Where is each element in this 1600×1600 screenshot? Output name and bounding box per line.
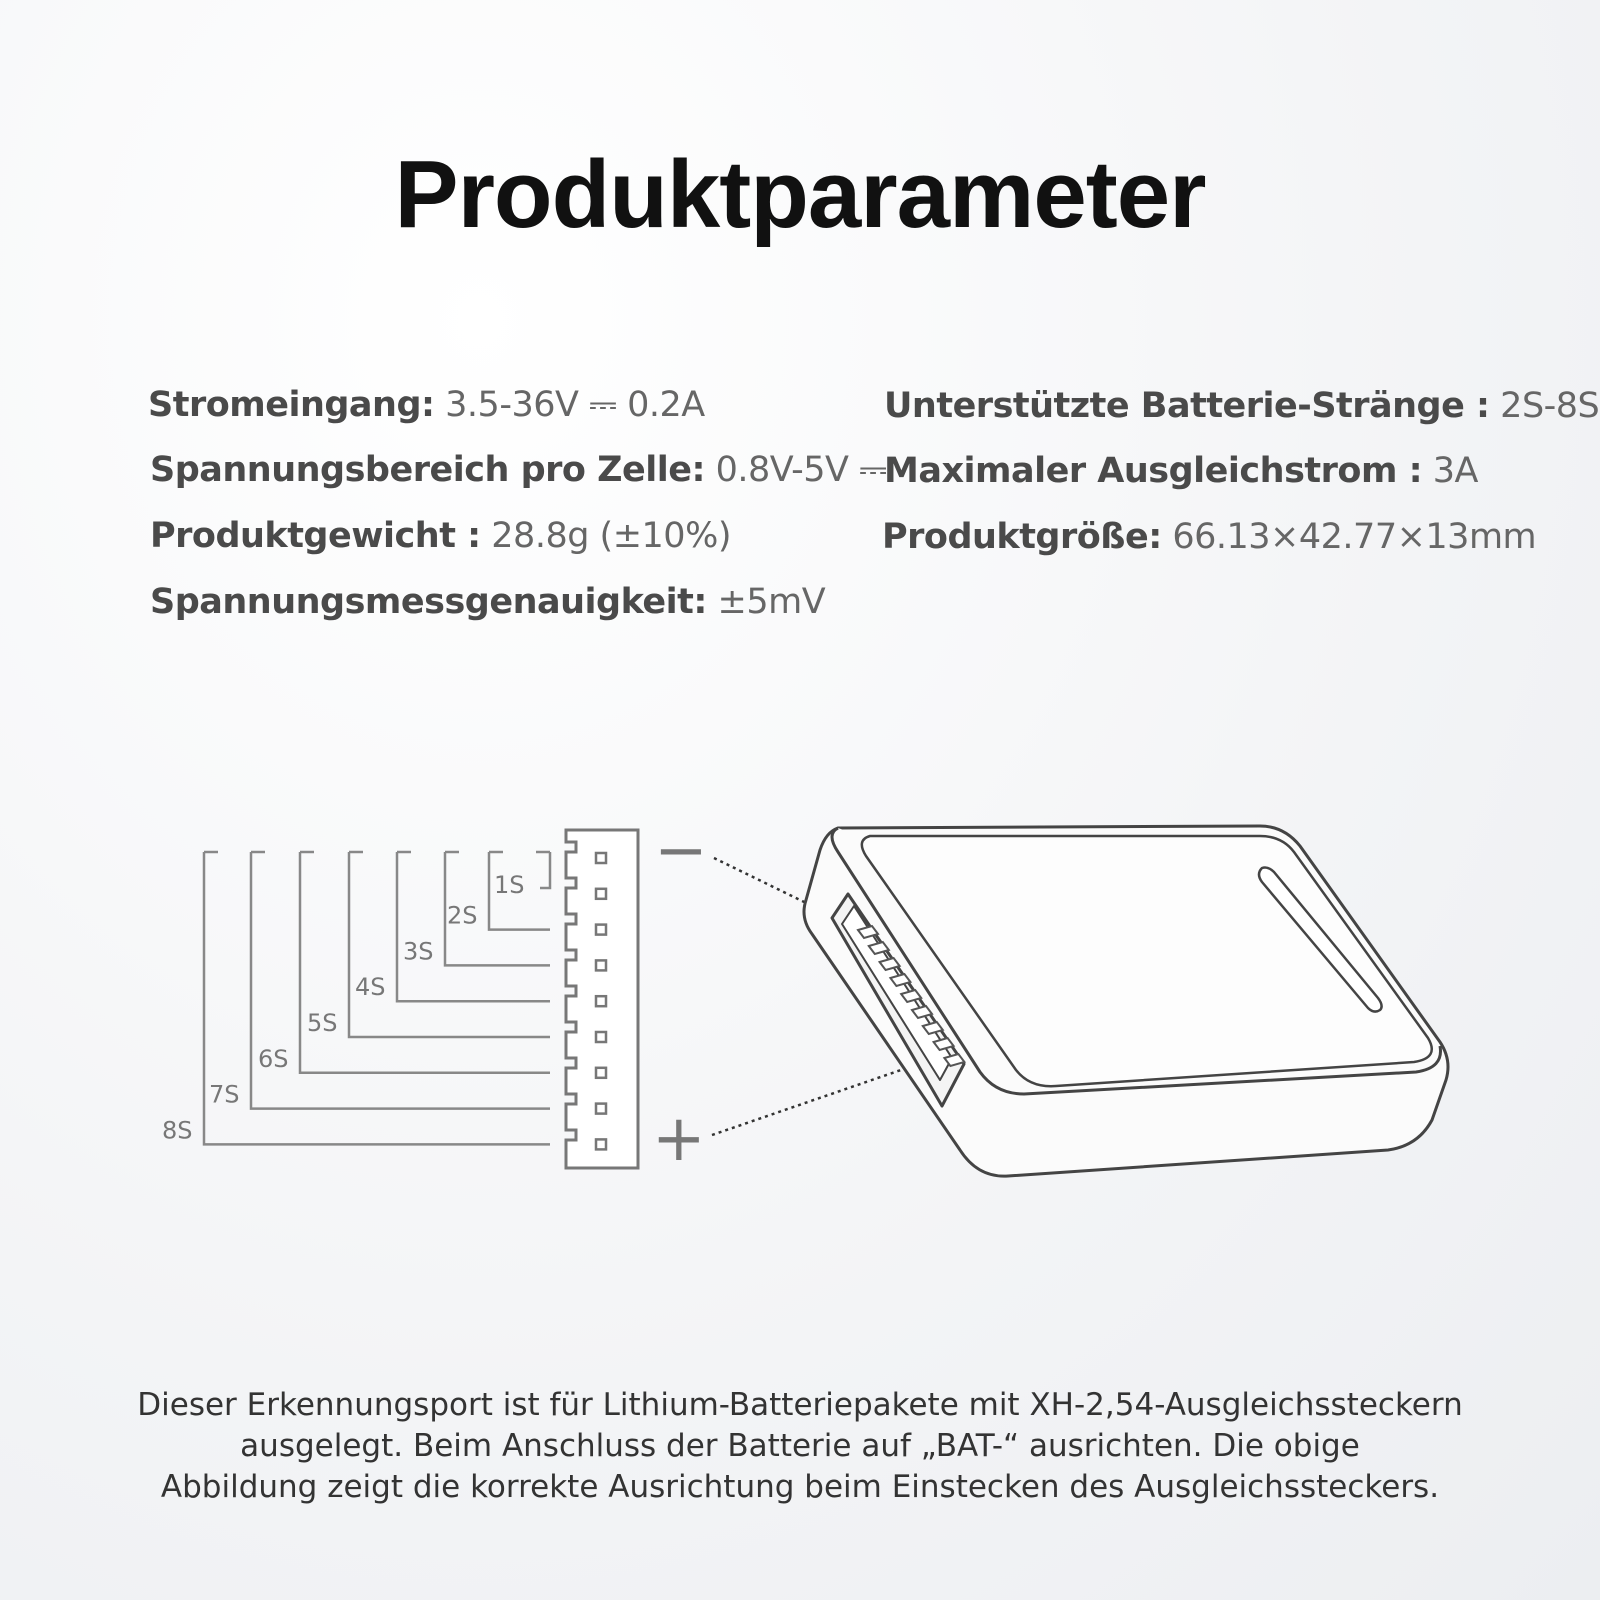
spec-value: 0.8V-5V ⎓ <box>715 450 887 490</box>
connector-pin <box>596 1032 606 1042</box>
string-label: 4S <box>355 973 386 1002</box>
spec-key: Produktgewicht : <box>150 516 481 556</box>
string-label: 2S <box>447 901 478 930</box>
string-label: 6S <box>258 1044 289 1073</box>
connector-pin <box>596 1104 606 1114</box>
string-labels <box>162 871 525 1144</box>
spec-value: 3.5-36V ⎓ 0.2A <box>445 385 705 425</box>
spec-value: ±5mV <box>717 582 826 622</box>
spec-value: 2S-8S <box>1500 386 1600 426</box>
connector-pin <box>596 1068 606 1078</box>
footer-line: ausgelegt. Beim Anschluss der Batterie auf „BAT-“ ausrichten. Die obige <box>240 1428 1360 1464</box>
balancer-device <box>804 826 1448 1176</box>
connector-pin <box>596 1139 606 1149</box>
string-label: 7S <box>209 1080 240 1109</box>
minus-sign: − <box>654 814 708 888</box>
spec-value: 3A <box>1432 451 1478 491</box>
connector-pin <box>596 925 606 935</box>
spec-key: Spannungsbereich pro Zelle: <box>150 450 705 490</box>
page-title: Produktparameter <box>394 141 1206 248</box>
spec-key: Maximaler Ausgleichstrom : <box>884 451 1423 491</box>
connector-pins <box>596 853 606 1149</box>
string-wire-1s <box>540 852 550 888</box>
connector-pin <box>596 960 606 970</box>
connector-pin <box>596 889 606 899</box>
connector-pin <box>596 853 606 863</box>
spec-key: Spannungsmessgenauigkeit: <box>150 582 707 622</box>
plus-leader-line <box>712 1060 930 1135</box>
string-label: 8S <box>162 1116 193 1145</box>
spec-key: Unterstützte Batterie-Stränge : <box>884 386 1490 426</box>
connector-pin <box>596 996 606 1006</box>
footer-line: Abbildung zeigt die korrekte Ausrichtung beim Einstecken des Ausgleichssteckers. <box>160 1469 1440 1505</box>
plus-sign: + <box>652 1102 706 1176</box>
string-label: 5S <box>307 1009 338 1037</box>
spec-value: 66.13×42.77×13mm <box>1172 517 1537 557</box>
spec-key: Produktgröße: <box>882 517 1162 557</box>
string-label: 1S <box>494 871 525 899</box>
footer-description <box>100 1385 1500 1508</box>
string-label: 3S <box>403 937 434 966</box>
spec-value: 28.8g (±10%) <box>491 516 731 556</box>
spec-key: Stromeingang: <box>148 385 435 425</box>
footer-line: Dieser Erkennungsport ist für Lithium-Batteriepakete mit XH-2,54-Ausgleichssteckern <box>137 1387 1463 1423</box>
